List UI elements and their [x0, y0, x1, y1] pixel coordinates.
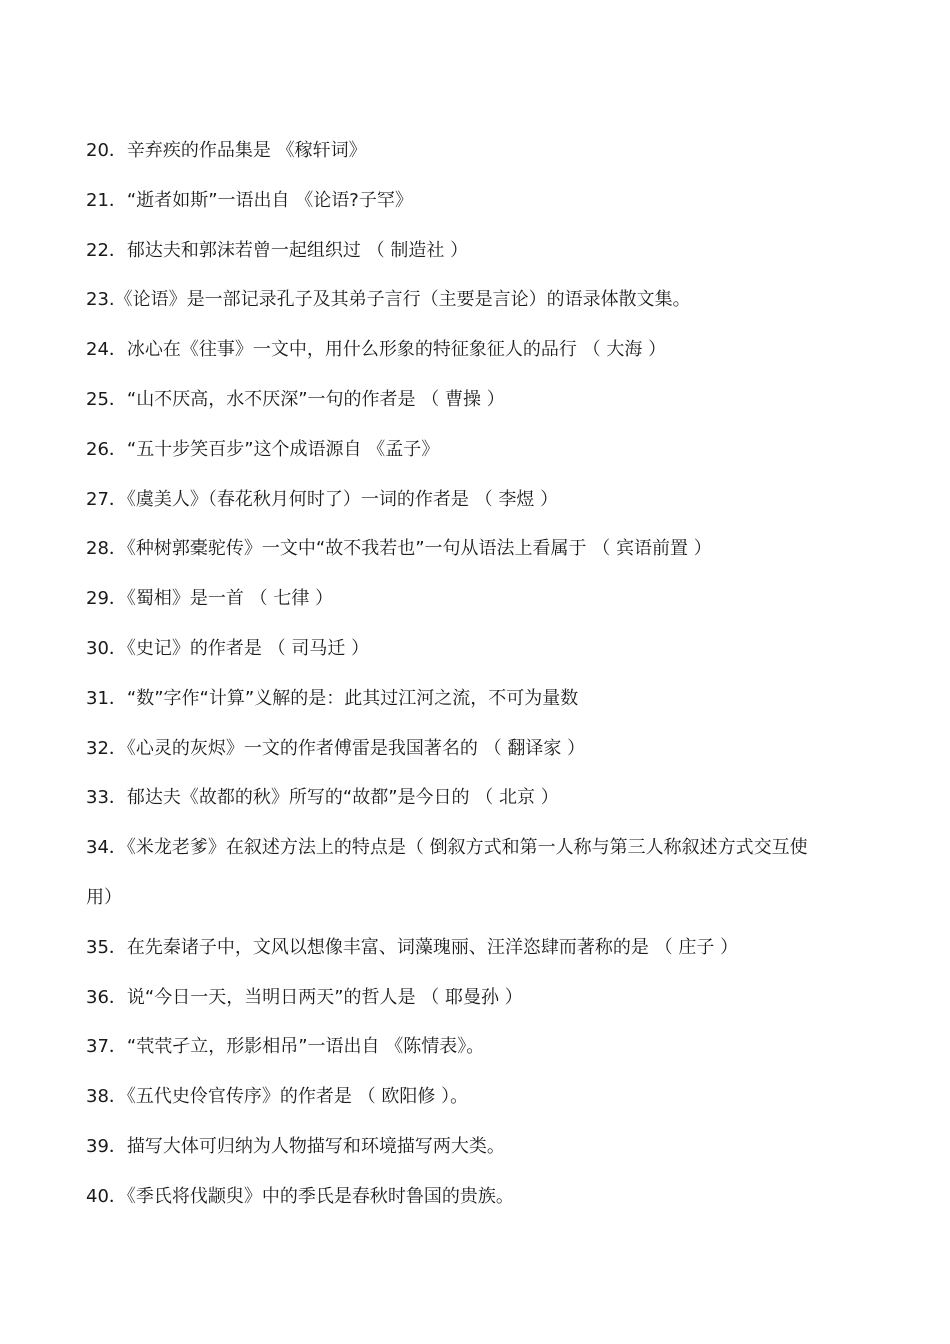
text-line: 28．《种树郭橐驼传》一文中“故不我若也”一句从语法上看属于 （ 宾语前置 ）: [86, 538, 712, 560]
text-line: 30．《史记》的作者是 （ 司马迁 ）: [86, 637, 370, 659]
text-line: 33．郁达夫《故都的秋》所写的“故都”是今日的 （ 北京 ）: [86, 787, 559, 809]
text-line: 29．《蜀相》是一首 （ 七律 ）: [86, 588, 334, 610]
text-line: 40．《季氏将伐颛臾》中的季氏是春秋时鲁国的贵族。: [86, 1185, 514, 1207]
text-line: 21．“逝者如斯”一语出自 《论语?子罕》: [86, 189, 413, 211]
text-line: 36．说“今日一天，当明日两天”的哲人是 （ 耶曼孙 ）: [86, 986, 523, 1008]
text-line: 用）: [86, 886, 122, 908]
text-line: 20．辛弃疾的作品集是 《稼轩词》: [86, 140, 367, 161]
text-line: 38．《五代史伶官传序》的作者是 （ 欧阳修 ）。: [86, 1086, 469, 1108]
text-line: 31．“数”字作“计算”义解的是：此其过江河之流，不可为量数: [86, 687, 579, 709]
text-line: 34．《米龙老爹》在叙述方法上的特点是（ 倒叙方式和第一人称与第三人称叙述方式交互使: [86, 837, 808, 859]
question-list: [86, 136, 876, 1232]
text-line: 23.《论语》是一部记录孔子及其弟子言行（主要是言论）的语录体散文集。: [86, 289, 691, 311]
text-line: 35．在先秦诸子中，文风以想像丰富、词藻瑰丽、汪洋恣肆而著称的是 （ 庄子 ）: [86, 936, 739, 958]
text-line: 26．“五十步笑百步”这个成语源自 《孟子》: [86, 438, 440, 460]
text-line: 25．“山不厌高，水不厌深”一句的作者是 （ 曹操 ）: [86, 388, 505, 410]
text-line: 22．郁达夫和郭沫若曾一起组织过 （ 制造社 ）: [86, 239, 469, 261]
text-line: 39．描写大体可归纳为人物描写和环境描写两大类。: [86, 1135, 505, 1157]
text-line: 32．《心灵的灰烬》一文的作者傅雷是我国著名的 （ 翻译家 ）: [86, 737, 586, 759]
text-line: 27．《虞美人》（春花秋月何时了）一词的作者是 （ 李煜 ）: [86, 488, 559, 510]
text-line: 24．冰心在《往事》一文中，用什么形象的特征象征人的品行 （ 大海 ）: [86, 339, 667, 361]
text-line: 37．“茕茕孑立，形影相吊”一语出自 《陈情表》。: [86, 1036, 485, 1058]
